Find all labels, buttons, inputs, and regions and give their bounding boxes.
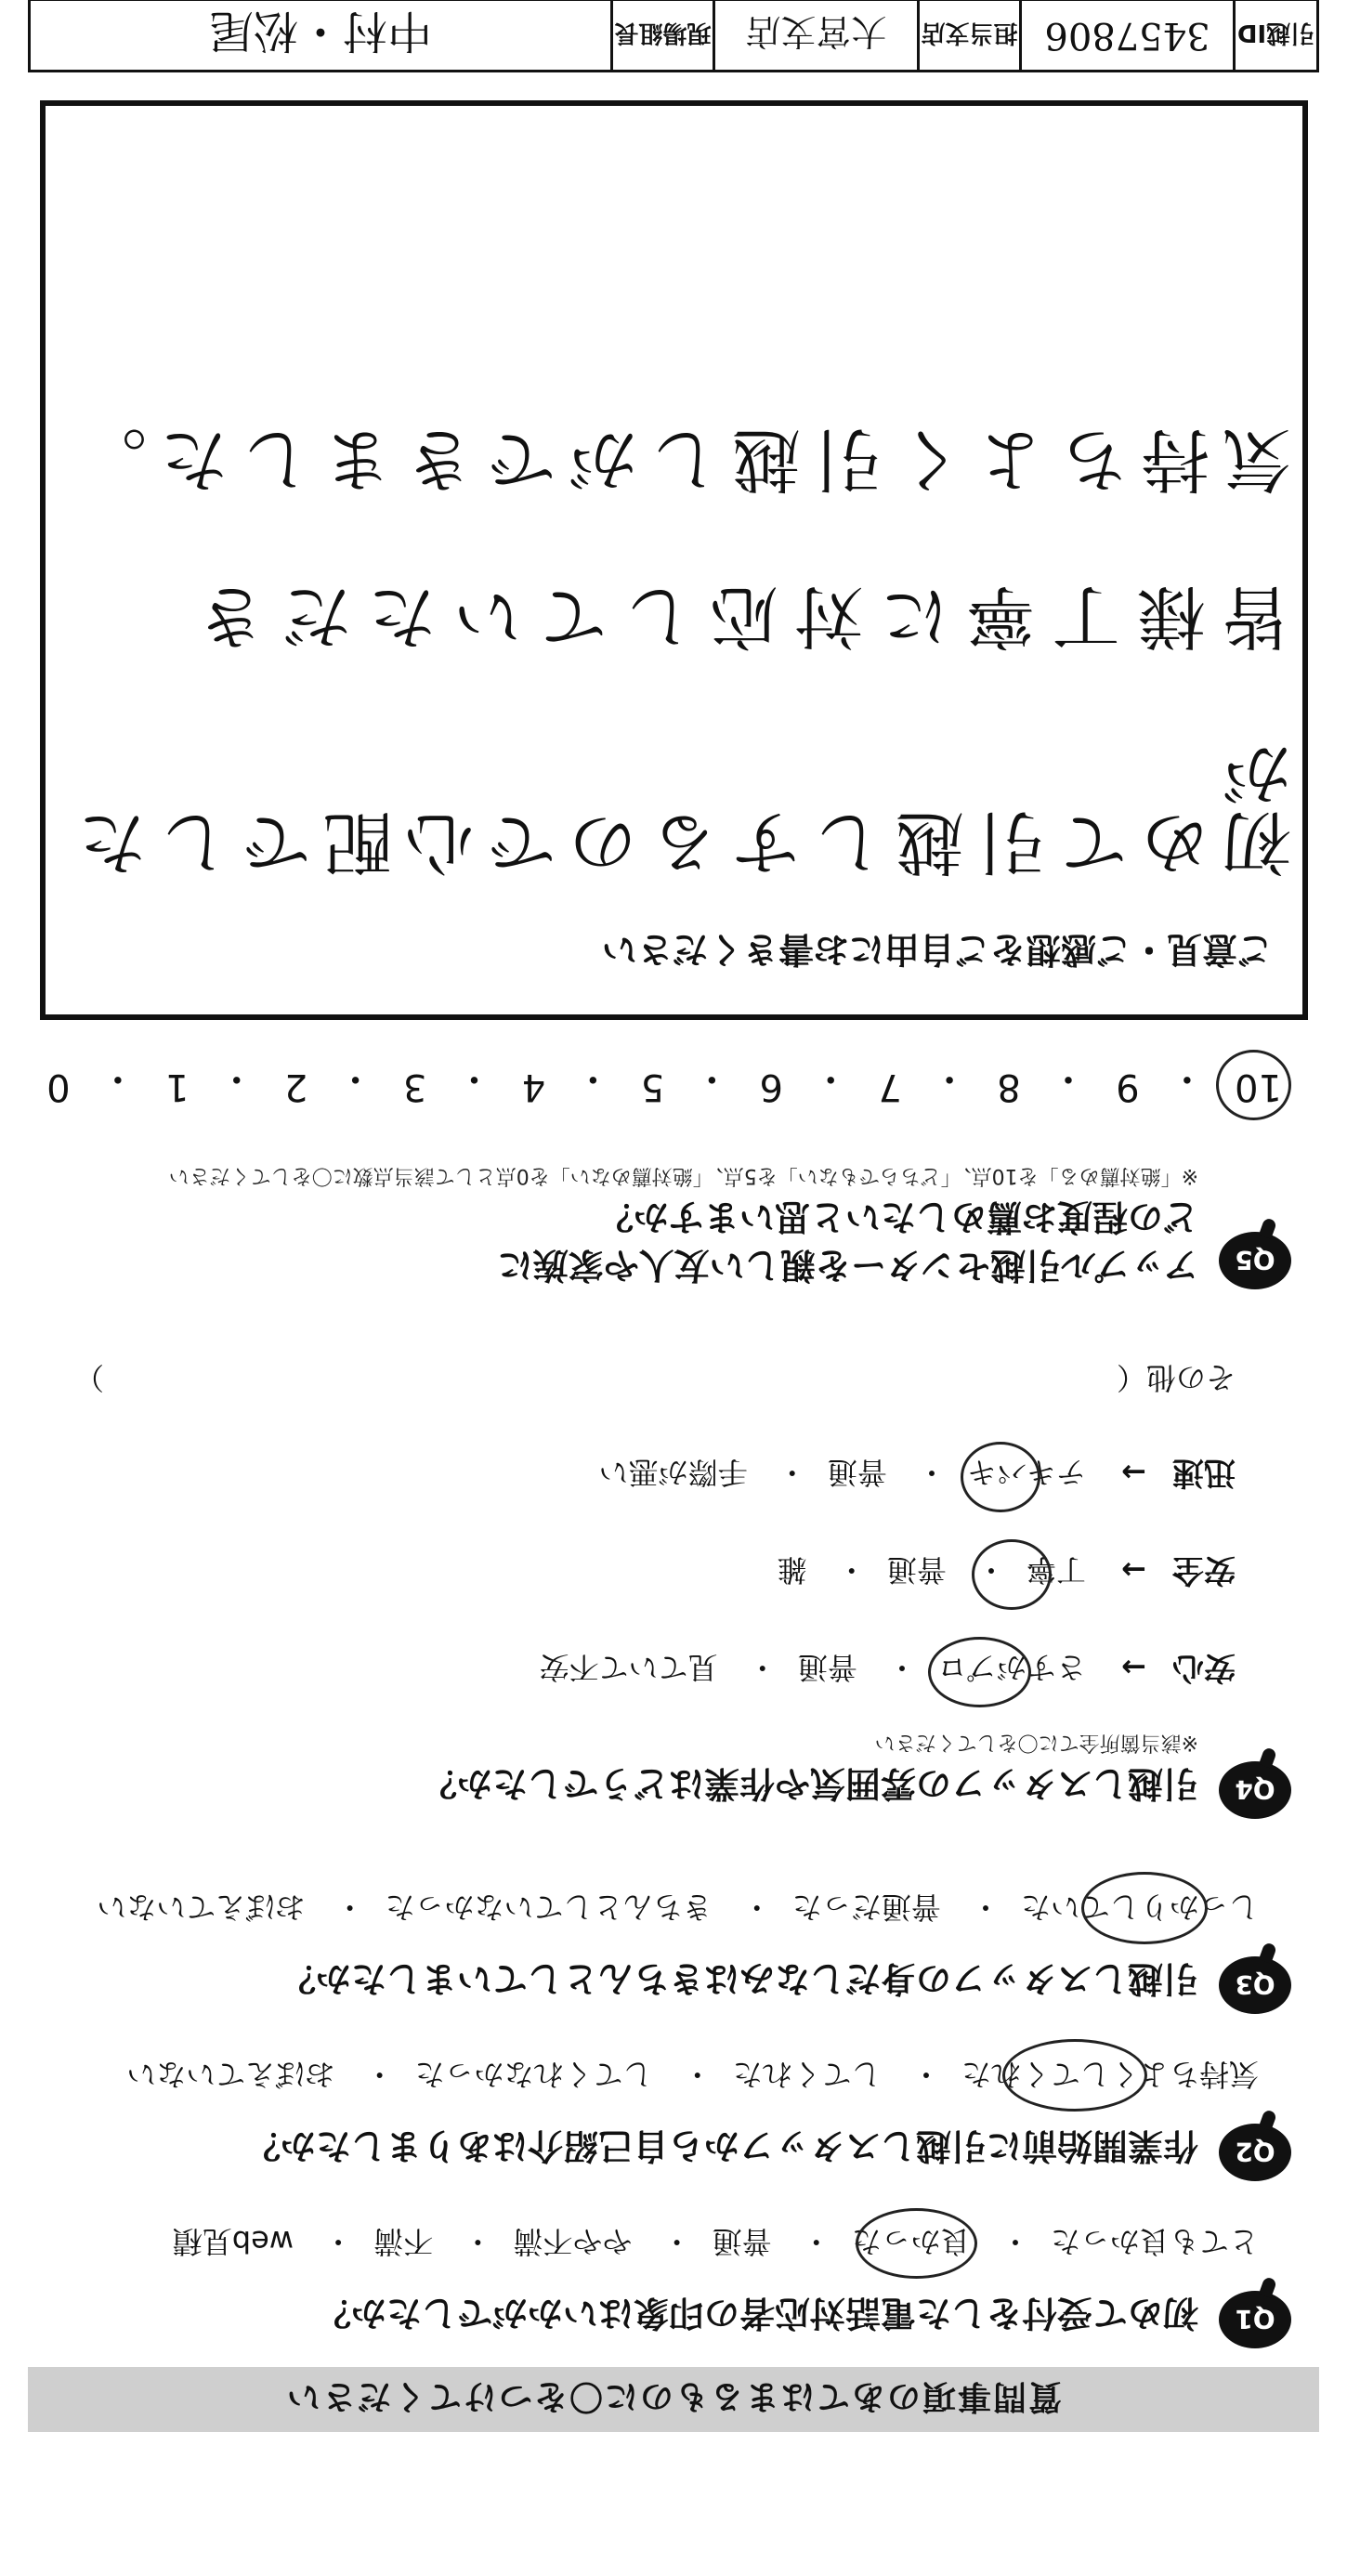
scale-separator: ・ xyxy=(574,1057,612,1100)
q5-question-line1: アップル引越センターを親しい友人や家族に xyxy=(497,1245,1198,1286)
q4-option[interactable]: 普通 xyxy=(886,1552,947,1588)
q4-other-row xyxy=(74,1358,1236,1401)
q1-option[interactable]: やや不満 xyxy=(513,2224,633,2259)
branch-label: 担当支店 xyxy=(917,1,1019,70)
leader-value: 中村・松尾 xyxy=(209,5,433,58)
id-value: 3457806 xyxy=(1019,1,1233,70)
info-table xyxy=(28,0,1319,72)
q4-anzen-circle xyxy=(972,1539,1052,1610)
q4-row-label: 迅速 xyxy=(1172,1454,1236,1491)
q4-option[interactable]: 丁寧 xyxy=(1027,1552,1087,1588)
q1-options: とても良かった・ 良かった・ 普通・ やや不満・ 不満・ web見積 xyxy=(172,2224,1259,2259)
q1-option[interactable]: とても良かった xyxy=(1050,2224,1259,2259)
q1-option[interactable]: web見積 xyxy=(172,2224,294,2259)
q4-row-anshin: 安心→ さすがプロ・ 普通・ 見ていて不安 xyxy=(539,1649,1236,1686)
q3-option[interactable]: しっかりしていた xyxy=(1020,1890,1259,1925)
q4-anshin-circle xyxy=(928,1637,1031,1707)
handwritten-line: 皆様丁寧に対応していただき xyxy=(180,576,1291,656)
q2-selection-circle xyxy=(1002,2039,1147,2112)
scale-option[interactable]: 2 xyxy=(283,1066,308,1108)
id-label: 引越ID xyxy=(1233,1,1316,70)
q5-note: ※「絶対薦める」を10点、「どちらでもない」を5点、「絶対薦めない」を0点として該当点数に〇をしてください xyxy=(168,1164,1198,1187)
branch-value: 大宮支店 xyxy=(713,1,917,70)
q4-option[interactable]: さすがプロ xyxy=(937,1650,1087,1685)
q2-badge: Q2 xyxy=(1219,2124,1291,2181)
leader-label: 現場組長 xyxy=(610,1,713,70)
q1-selection-circle xyxy=(856,2208,977,2279)
q4-row-anzen: 安全→ 丁寧・ 普通・ 雑 xyxy=(777,1551,1236,1589)
scale-option[interactable]: 3 xyxy=(402,1066,427,1108)
q2-options: 気持ちよくしてくれた・ してくれた・ してくれなかった・ おぼえていない xyxy=(126,2057,1259,2092)
instructions-banner: 質問事項のあてはまるものに〇をつけてください xyxy=(28,2367,1319,2432)
q4-option[interactable]: 雑 xyxy=(777,1552,807,1588)
scale-separator: ・ xyxy=(693,1057,731,1100)
q3-selection-circle xyxy=(1081,1872,1208,1944)
scale-separator: ・ xyxy=(98,1057,137,1100)
q4-option[interactable]: 普通 xyxy=(827,1455,887,1490)
q3-option[interactable]: おぼえていない xyxy=(97,1890,306,1925)
scale-option[interactable]: 1 xyxy=(165,1066,190,1108)
q3-option[interactable]: きちんとしていなかった xyxy=(385,1890,713,1925)
q3-option[interactable]: 普通だった xyxy=(791,1890,941,1925)
scale-separator: ・ xyxy=(1168,1057,1206,1100)
q1-option[interactable]: 良かった xyxy=(851,2224,971,2259)
q5-badge: Q5 xyxy=(1219,1232,1291,1289)
q4-badge: Q4 xyxy=(1219,1761,1291,1819)
q5-scale xyxy=(46,1055,1282,1108)
handwritten-comments xyxy=(65,419,1291,913)
q4-row-label: 安全 xyxy=(1172,1551,1236,1589)
q1-option[interactable]: 不満 xyxy=(373,2224,434,2259)
q4-option[interactable]: 手際が悪い xyxy=(598,1455,748,1490)
q4-row-jinsoku: 迅速→ テキパキ・ 普通・ 手際が悪い xyxy=(598,1454,1236,1491)
scale-separator: ・ xyxy=(336,1057,374,1100)
q2-option[interactable]: してくれた xyxy=(732,2057,882,2092)
scale-separator: ・ xyxy=(217,1057,255,1100)
q4-other-label: その他（ xyxy=(1116,1360,1236,1395)
q3-badge: Q3 xyxy=(1219,1956,1291,2014)
scale-separator: ・ xyxy=(931,1057,969,1100)
scale-option[interactable]: 7 xyxy=(878,1066,902,1108)
q4-note: ※該当箇所全てに〇をしてください xyxy=(874,1731,1198,1754)
q3-options: しっかりしていた・ 普通だった・ きちんとしていなかった・ おぼえていない xyxy=(97,1890,1259,1925)
handwritten-line: 気持ちよく引越しができました。 xyxy=(65,419,1291,499)
scale-option[interactable]: 0 xyxy=(46,1066,71,1108)
q2-option[interactable]: 気持ちよくしてくれた xyxy=(961,2057,1259,2092)
scale-option[interactable]: 8 xyxy=(997,1066,1021,1108)
q4-jinsoku-circle xyxy=(961,1442,1040,1512)
scale-option[interactable]: 9 xyxy=(1116,1066,1140,1108)
q1-question: 初めて受付をした電話対応者の印象はいかがでしたか？ xyxy=(315,2293,1198,2334)
q4-row-label: 安心 xyxy=(1172,1649,1236,1686)
scale-separator: ・ xyxy=(812,1057,850,1100)
q4-option[interactable]: 見ていて不安 xyxy=(539,1650,718,1685)
q4-option[interactable]: テキパキ xyxy=(967,1455,1087,1490)
q5-question-line2: どの程度お薦めしたいと思いますか？ xyxy=(597,1196,1198,1237)
scale-option[interactable]: 4 xyxy=(521,1066,546,1108)
q4-other-close: ） xyxy=(74,1360,105,1395)
q1-option[interactable]: 普通 xyxy=(712,2224,772,2259)
comment-title: ご意見・ご感想をご自由にお書きください xyxy=(601,929,1273,970)
q2-question: 作業開始前に引越しスタッフから自己紹介はありましたか？ xyxy=(244,2125,1198,2166)
q5-selection-circle xyxy=(1216,1050,1291,1120)
q3-question: 引越しスタッフの身だしなみはきちんとしていましたか？ xyxy=(280,1958,1198,1999)
scale-separator: ・ xyxy=(455,1057,493,1100)
scale-option[interactable]: 10 xyxy=(1235,1066,1282,1108)
handwritten-line: 初めて引越しするので心配でしたが xyxy=(65,733,1291,882)
q2-option[interactable]: おぼえていない xyxy=(126,2057,335,2092)
scale-separator: ・ xyxy=(1049,1057,1087,1100)
q2-option[interactable]: してくれなかった xyxy=(414,2057,653,2092)
q4-question: 引越しスタッフの雰囲気や作業はどうでしたか？ xyxy=(421,1763,1198,1804)
scale-option[interactable]: 6 xyxy=(759,1066,783,1108)
q1-badge: Q1 xyxy=(1219,2291,1291,2348)
scale-option[interactable]: 5 xyxy=(640,1066,665,1108)
q4-option[interactable]: 普通 xyxy=(797,1650,857,1685)
